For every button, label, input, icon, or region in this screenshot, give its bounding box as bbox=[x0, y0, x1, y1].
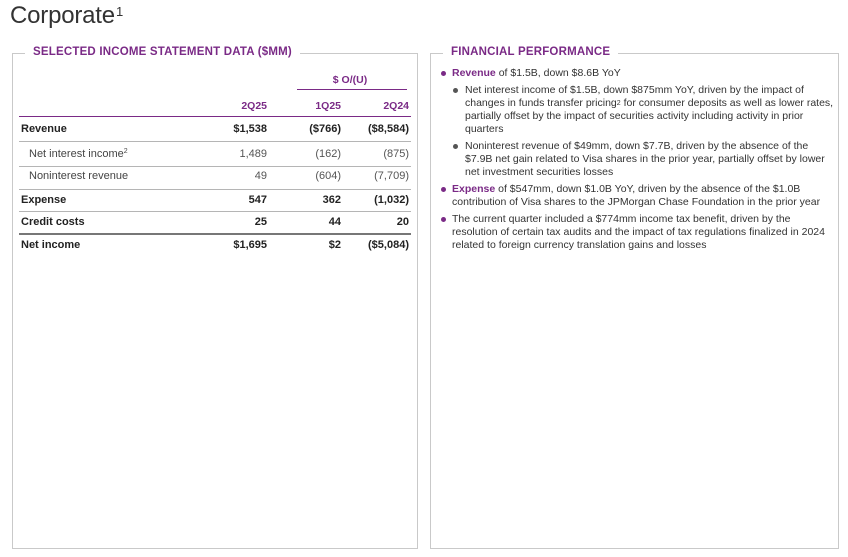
bullet-tax-benefit bbox=[439, 213, 834, 252]
cell-2q24: 20 bbox=[396, 216, 409, 228]
table-row-noninterest-revenue bbox=[19, 168, 411, 186]
cell-1q25: $2 bbox=[328, 239, 341, 251]
cell-2q25: 1,489 bbox=[239, 148, 267, 160]
row-label-text: Net interest income bbox=[29, 148, 124, 160]
table-row-net-interest-income bbox=[19, 146, 411, 164]
performance-bullets bbox=[439, 67, 834, 256]
cell-2q25: 547 bbox=[248, 194, 267, 206]
cell-2q25: $1,695 bbox=[233, 239, 267, 251]
bullet-noninterest-revenue bbox=[439, 140, 834, 179]
row-divider bbox=[19, 211, 411, 212]
row-label: Revenue bbox=[21, 123, 67, 135]
table-row-credit-costs bbox=[19, 214, 411, 232]
bullet-highlight: Revenue bbox=[452, 67, 496, 79]
bullet-text: Noninterest revenue of $49mm, down $7.7B, driven by the absence of the $7.9B net gain related to Visa shares in the prior year, partially offset by lower net investment securities losses bbox=[465, 140, 825, 178]
footnote-marker: 2 bbox=[123, 148, 128, 155]
bullet-highlight: Expense bbox=[452, 183, 496, 195]
column-header-1q25: 1Q25 bbox=[315, 100, 341, 112]
footnote-marker: 2 bbox=[616, 100, 621, 107]
cell-2q24: (1,032) bbox=[374, 194, 409, 206]
cell-1q25: ($766) bbox=[309, 123, 341, 135]
bullet-text: of $1.5B, down $8.6B YoY bbox=[495, 67, 621, 79]
column-header-2q25: 2Q25 bbox=[241, 100, 267, 112]
header-rule bbox=[19, 116, 411, 117]
title-footnote: 1 bbox=[115, 4, 123, 19]
cell-2q25: 25 bbox=[254, 216, 267, 228]
cell-2q25: 49 bbox=[254, 170, 267, 182]
table-row-net-income bbox=[19, 237, 411, 255]
row-label: Net income bbox=[21, 239, 81, 251]
page-title-text: Corporate bbox=[10, 2, 115, 29]
row-divider bbox=[19, 166, 411, 167]
column-header-2q24: 2Q24 bbox=[383, 100, 409, 112]
row-label: Expense bbox=[21, 194, 67, 206]
row-divider bbox=[19, 141, 411, 142]
bullet-expense bbox=[439, 183, 834, 209]
bullet-net-interest-income bbox=[439, 84, 834, 136]
cell-2q24: ($8,584) bbox=[368, 123, 409, 135]
row-label bbox=[29, 148, 128, 160]
cell-2q24: (7,709) bbox=[374, 170, 409, 182]
group-header-rule bbox=[297, 89, 407, 90]
row-label: Noninterest revenue bbox=[29, 170, 129, 182]
page-title bbox=[10, 2, 123, 30]
row-label: Credit costs bbox=[21, 216, 85, 228]
row-divider bbox=[19, 189, 411, 190]
cell-2q24: ($5,084) bbox=[368, 239, 409, 251]
cell-1q25: 362 bbox=[322, 194, 341, 206]
total-divider bbox=[19, 233, 411, 235]
bullet-text: The current quarter included a $774mm income tax benefit, driven by the resolution of certain tax audits and the impact of tax regulations finalized in 2024 related to foreign currency translation gains and losses bbox=[452, 213, 825, 251]
cell-1q25: 44 bbox=[328, 216, 341, 228]
group-header-o-u: $ O/(U) bbox=[332, 74, 368, 86]
bullet-text: of $547mm, down $1.0B YoY, driven by the absence of the $1.0B contribution of Visa shares to the JPMorgan Chase Foundation in the prior year bbox=[452, 183, 821, 208]
bullet-text: Net interest income of $1.5B, down $875mm YoY, driven by the impact of changes in funds transfer pricing bbox=[465, 84, 804, 109]
bullet-revenue bbox=[439, 67, 834, 80]
cell-1q25: (162) bbox=[315, 148, 341, 160]
financial-performance-title: FINANCIAL PERFORMANCE bbox=[443, 46, 618, 58]
cell-2q24: (875) bbox=[383, 148, 409, 160]
cell-2q25: $1,538 bbox=[233, 123, 267, 135]
income-statement-title: SELECTED INCOME STATEMENT DATA ($MM) bbox=[25, 46, 300, 58]
table-row-revenue bbox=[19, 121, 411, 139]
table-row-expense bbox=[19, 192, 411, 210]
cell-1q25: (604) bbox=[315, 170, 341, 182]
bullet-text-cont: for consumer deposits as well as lower rates, partially offset by the impact of securities activity including activity in prior quarters bbox=[465, 97, 834, 135]
financial-performance-panel bbox=[430, 46, 839, 549]
income-statement-panel bbox=[12, 46, 418, 549]
